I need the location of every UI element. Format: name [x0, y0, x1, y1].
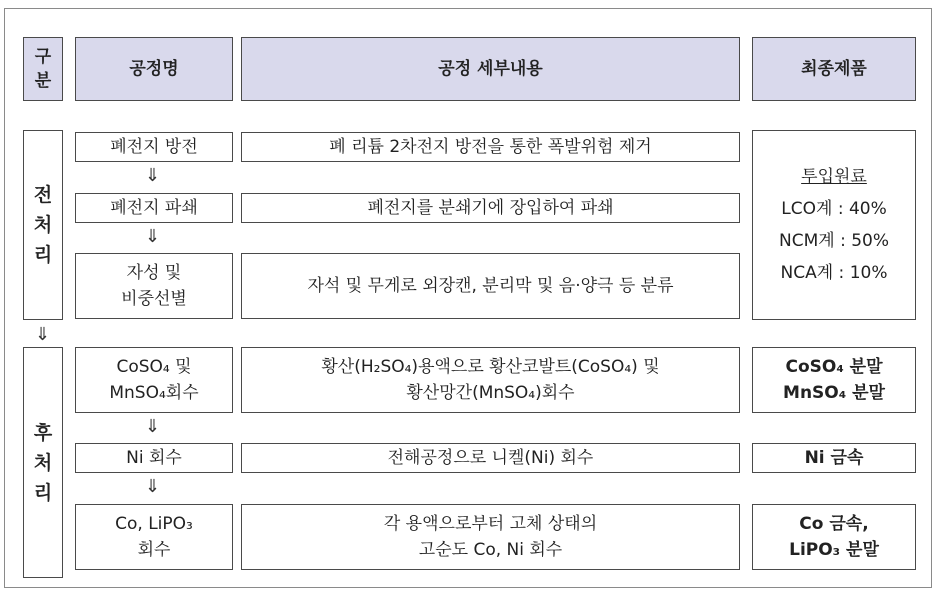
stage-pre-char-1: 전	[33, 184, 53, 206]
process-detail-text: 황산망간(MnSO₄)회수	[406, 383, 575, 403]
process-detail-ni-recovery	[241, 443, 740, 473]
process-detail-text: 전해공정으로 니켈(Ni) 회수	[387, 448, 594, 468]
product-co-lipo3	[752, 504, 916, 570]
process-detail-coso4-recovery	[241, 347, 740, 413]
process-name-text: CoSO₄ 및	[116, 357, 192, 377]
flow-arrow: ⇓	[145, 476, 161, 497]
process-detail-text: 각 용액으로부터 고체 상태의	[383, 514, 598, 534]
input-material-item: NCM계 : 50%	[779, 231, 889, 251]
product-text: MnSO₄ 분말	[783, 383, 885, 403]
stage-arrow: ⇓	[35, 324, 51, 345]
product-text: LiPO₃ 분말	[789, 540, 879, 560]
header-division	[23, 37, 63, 101]
input-material-box	[752, 130, 916, 320]
product-text: Ni 금속	[804, 448, 864, 468]
process-detail-crushing	[241, 193, 740, 223]
stage-post-processing	[23, 347, 63, 578]
process-name-text: 회수	[137, 540, 171, 560]
header-process-name-label: 공정명	[129, 59, 179, 79]
header-process-name	[75, 37, 233, 101]
stage-post-char-2: 처	[33, 451, 53, 474]
stage-post-char-1: 후	[33, 421, 53, 444]
input-material-item: LCO계 : 40%	[781, 199, 887, 219]
input-material-item: NCA계 : 10%	[780, 263, 888, 283]
input-material-title: 투입원료	[801, 167, 867, 187]
process-detail-discharge	[241, 132, 740, 162]
stage-post-char-3: 리	[33, 481, 53, 504]
stage-pre-processing	[23, 130, 63, 320]
process-name-text: MnSO₄회수	[109, 383, 199, 403]
flow-arrow: ⇓	[145, 226, 161, 247]
process-name-text: 비중선별	[121, 289, 187, 309]
header-division-char-2: 분	[34, 71, 52, 91]
process-name-discharge	[75, 132, 233, 162]
process-name-text: 폐전지 파쇄	[110, 198, 198, 218]
product-sulfate-powders	[752, 347, 916, 413]
process-detail-text: 폐 리튬 2차전지 방전을 통한 폭발위험 제거	[329, 137, 652, 157]
header-final-product-label: 최종제품	[801, 59, 867, 79]
header-process-details-label: 공정 세부내용	[438, 59, 543, 79]
flow-arrow: ⇓	[145, 165, 161, 186]
stage-pre-char-2: 처	[33, 214, 53, 236]
process-name-co-lipo3-recovery	[75, 504, 233, 570]
process-detail-separation	[241, 253, 740, 319]
product-text: Co 금속,	[799, 514, 869, 534]
process-detail-text: 자석 및 무게로 외장캔, 분리막 및 음·양극 등 분류	[307, 276, 674, 296]
process-detail-co-lipo3-recovery	[241, 504, 740, 570]
process-name-text: Ni 회수	[126, 448, 182, 468]
process-name-text: Co, LiPO₃	[115, 514, 193, 534]
process-name-ni-recovery	[75, 443, 233, 473]
process-detail-text: 황산(H₂SO₄)용액으로 황산코발트(CoSO₄) 및	[321, 357, 660, 377]
process-name-separation	[75, 253, 233, 319]
process-detail-text: 폐전지를 분쇄기에 장입하여 파쇄	[367, 198, 614, 218]
header-final-product	[752, 37, 916, 101]
stage-pre-char-3: 리	[33, 244, 53, 266]
product-text: CoSO₄ 분말	[785, 357, 883, 377]
process-name-text: 폐전지 방전	[110, 137, 198, 157]
process-name-text: 자성 및	[126, 263, 182, 283]
header-division-char-1: 구	[34, 47, 52, 67]
header-process-details	[241, 37, 740, 101]
process-name-coso4-recovery	[75, 347, 233, 413]
process-name-crushing	[75, 193, 233, 223]
process-detail-text: 고순도 Co, Ni 회수	[418, 540, 563, 560]
flow-arrow: ⇓	[145, 416, 161, 437]
product-ni-metal	[752, 443, 916, 473]
